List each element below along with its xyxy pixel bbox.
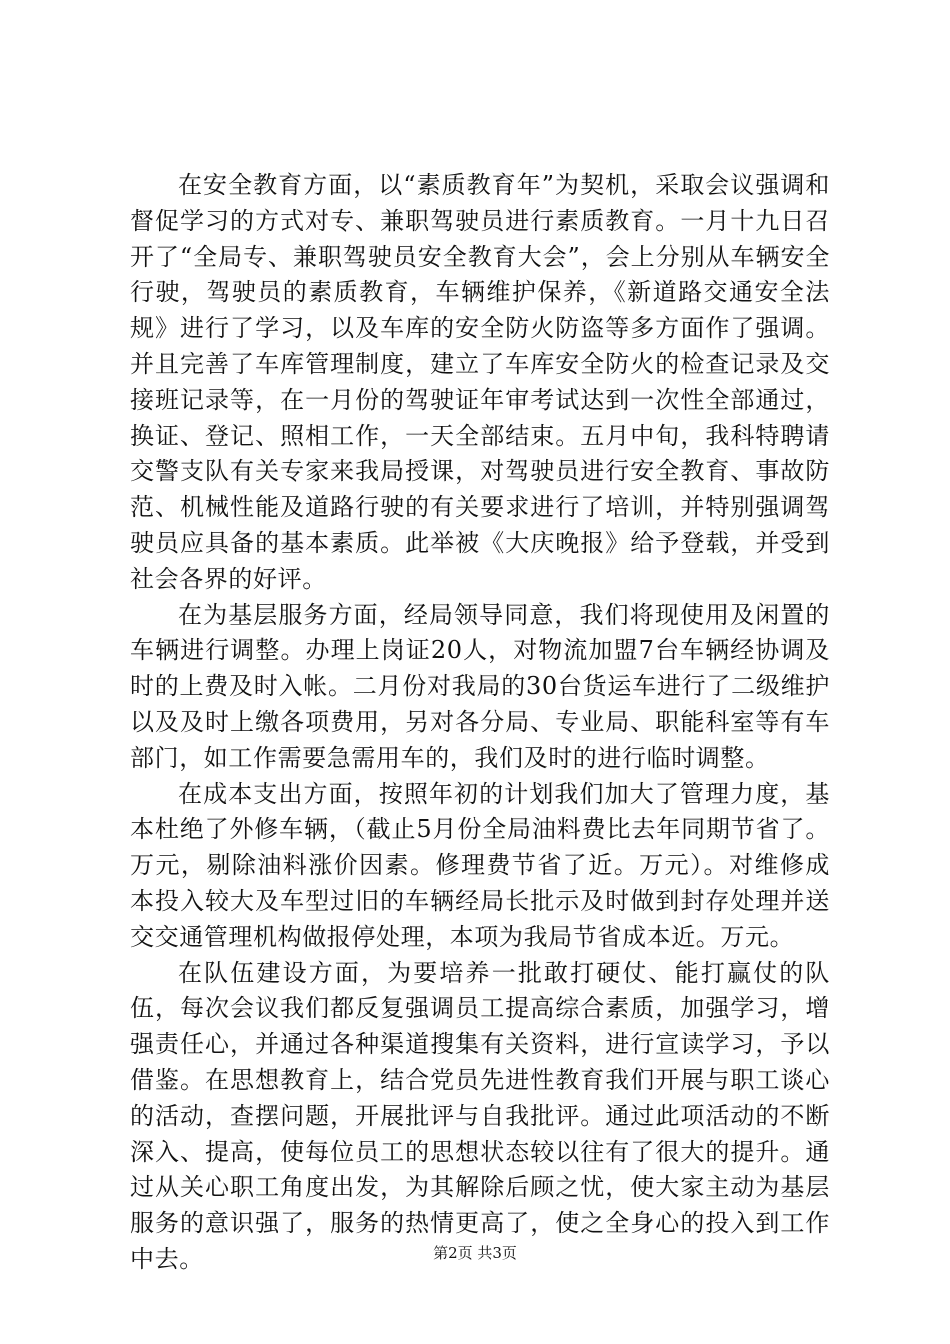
paragraph-grassroots-service: 在为基层服务方面，经局领导同意，我们将现使用及闲置的车辆进行调整。办理上岗证20人，对物流加盟7台车辆经协调及时的上费及时入帐。二月份对我局的30台货运车进行了二级维护以及及时上缴各项费用，另对各分局、专业局、职能科室等有车部门，如工作需要急需用车的，我们及时的进行临时调整。: [130, 600, 830, 772]
paragraph-safety-education: 在安全教育方面，以“素质教育年”为契机，采取会议强调和督促学习的方式对专、兼职驾驶员进行素质教育。一月十九日召开了“全局专、兼职驾驶员安全教育大会”，会上分别从车辆安全行驶，驾驶员的素质教育，车辆维护保养，《新道路交通安全法规》进行了学习，以及车库的安全防火防盗等多方面作了强调。并且完善了车库管理制度，建立了车库安全防火的检查记录及交接班记录等，在一月份的驾驶证年审考试达到一次性全部通过，换证、登记、照相工作，一天全部结束。五月中旬，我科特聘请交警支队有关专家来我局授课，对驾驶员进行安全教育、事故防范、机械性能及道路行驶的有关要求进行了培训，并特别强调驾驶员应具备的基本素质。此举被《大庆晚报》给予登载，并受到社会各界的好评。: [130, 171, 830, 593]
paragraph-cost-expenditure: 在成本支出方面，按照年初的计划我们加大了管理力度，基本杜绝了外修车辆，（截止5月份全局油料费比去年同期节省了。万元，剔除油料涨价因素。修理费节省了近。万元）。对维修成本投入较大及车型过旧的车辆经局长批示及时做到封存处理并送交交通管理机构做报停处理，本项为我局节省成本近。万元。: [130, 779, 830, 951]
paragraph-team-building: 在队伍建设方面，为要培养一批敢打硬仗、能打赢仗的队伍，每次会议我们都反复强调员工提高综合素质，加强学习，增强责任心，并通过各种渠道搜集有关资料，进行宣读学习，予以借鉴。在思想教育上，结合党员先进性教育我们开展与职工谈心的活动，查摆问题，开展批评与自我批评。通过此项活动的不断深入、提高，使每位员工的思想状态较以往有了很大的提升。通过从关心职工角度出发，为其解除后顾之忧，使大家主动为基层服务的意识强了，服务的热情更高了，使之全身心的投入到工作中去。: [130, 958, 830, 1273]
page-number-footer: 第2页 共3页: [433, 1244, 517, 1262]
document-body: [130, 168, 830, 1278]
